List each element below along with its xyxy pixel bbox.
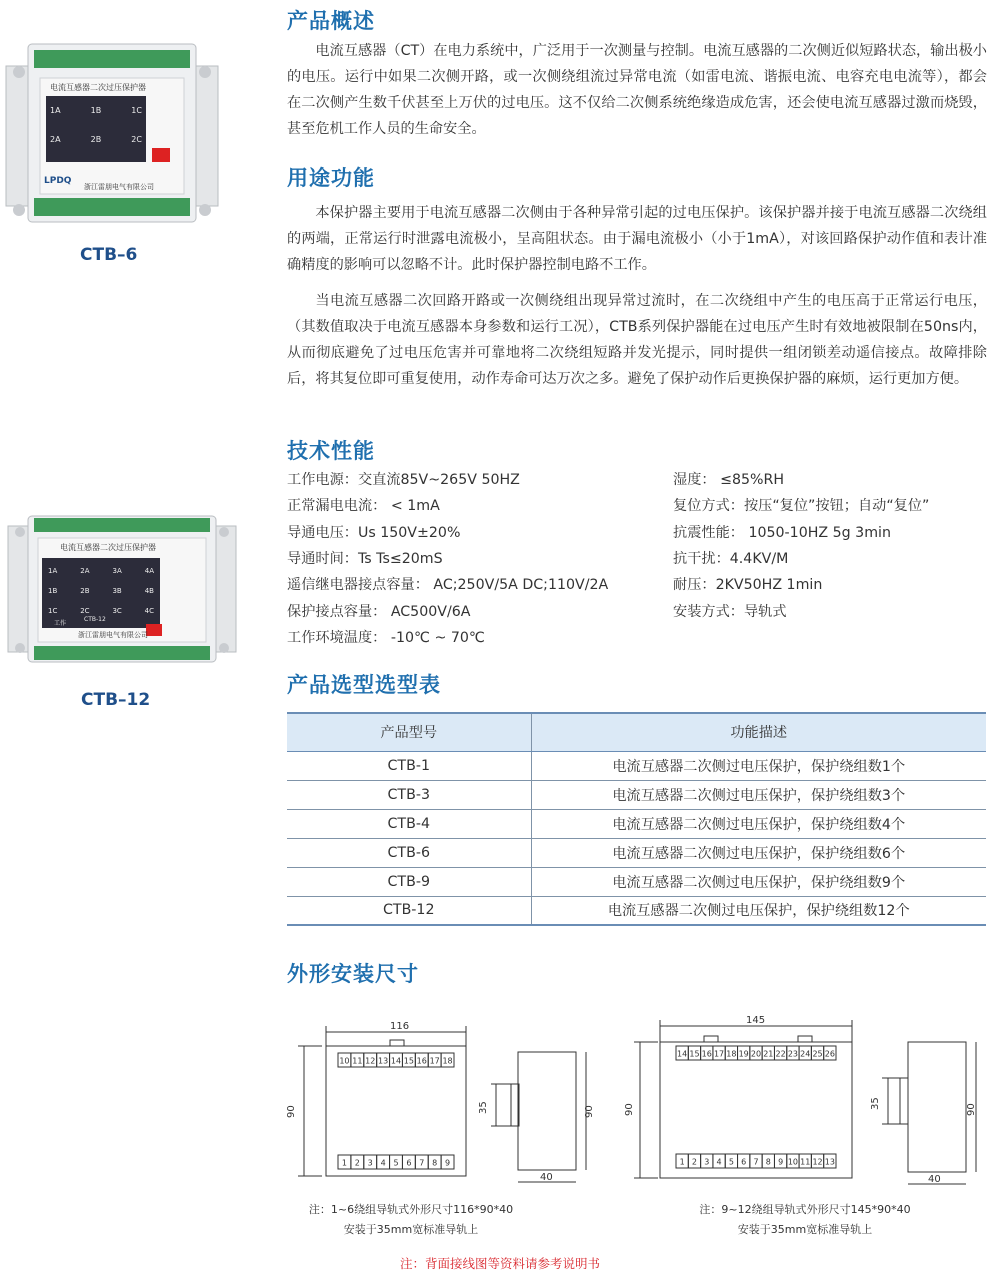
terminal-number: 5 (728, 1157, 734, 1167)
cell-model: CTB-4 (287, 809, 531, 838)
terminal-number: 14 (390, 1056, 402, 1066)
spec-withstand: 耐压：2KV50HZ 1min (673, 577, 823, 593)
terminal-number: 25 (812, 1049, 823, 1059)
terminal-number: 12 (365, 1056, 376, 1066)
table-row (287, 809, 986, 838)
terminal-number: 6 (406, 1158, 412, 1168)
terminal-number: 11 (352, 1056, 363, 1066)
d2-note-1: 注：9~12绕组导轨式外形尺寸145*90*40 (699, 1203, 911, 1216)
spec-interference: 抗干扰：4.4KV/M (673, 551, 789, 567)
dimension-drawing-2 (624, 1012, 986, 1188)
terminal-number: 11 (800, 1157, 811, 1167)
spec-leakage: 正常漏电电流： < 1mA (287, 498, 440, 514)
footer-note: 注：背面接线图等资料请参考说明书 (399, 1256, 600, 1271)
d1-note-2: 安装于35mm宽标准导轨上 (343, 1223, 479, 1236)
d1-bottom-terminals (338, 1155, 454, 1169)
ctb12-button-1a: 1A (48, 567, 58, 575)
ctb6-brand-logo: LPDQ (44, 176, 72, 186)
d1-height-label: 90 (286, 1105, 297, 1118)
product-image-ctb6 (6, 36, 218, 226)
overview-body: 电流互感器（CT）在电力系统中，广泛用于一次测量与控制。电流互感器的二次侧近似短路状态，输出极小的电压。运行中如果二次侧开路，或一次侧绕组流过异常电流（如雷电流、谐振电流、电容充电电流等），都会在二次侧产生数千伏甚至上万伏的过电压。这不仅给二次侧系统绝缘造成危害，还会使电流互感器过激而烧毁，甚至危机工作人员的生命安全。 (287, 43, 987, 137)
terminal-number: 7 (753, 1157, 759, 1167)
d2-bottom-terminals (676, 1154, 836, 1168)
d1-rail-label: 35 (478, 1101, 489, 1114)
terminal-number: 2 (354, 1158, 360, 1168)
ctb12-company: 浙江雷朋电气有限公司 (78, 631, 148, 639)
table-row (287, 867, 986, 896)
terminal-number: 15 (403, 1056, 414, 1066)
model-label-ctb6: CTB–6 (80, 245, 138, 265)
spec-mounting: 安装方式：导轨式 (673, 604, 787, 620)
d1-note-1: 注：1~6绕组导轨式外形尺寸116*90*40 (308, 1203, 514, 1216)
terminal-number: 16 (701, 1049, 712, 1059)
d1-depth-label: 40 (540, 1172, 553, 1183)
terminal-number: 8 (432, 1158, 438, 1168)
header-model: 产品型号 (287, 713, 531, 751)
spec-humidity: 湿度： ≤85%RH (673, 472, 785, 488)
ctb12-button-2a: 2A (80, 567, 90, 575)
ctb6-panel-title: 电流互感器二次过压保护器 (50, 83, 146, 92)
terminal-number: 4 (716, 1157, 722, 1167)
terminal-number: 5 (393, 1158, 399, 1168)
selection-table (287, 712, 986, 926)
ctb12-sub-label: CTB-12 (84, 616, 106, 623)
terminal-number: 17 (429, 1056, 440, 1066)
cell-function: 电流互感器二次侧过电压保护，保护绕组数9个 (531, 867, 986, 896)
terminal-number: 19 (738, 1049, 749, 1059)
cell-function: 电流互感器二次侧过电压保护，保护绕组数4个 (531, 809, 986, 838)
terminal-number: 23 (787, 1049, 799, 1059)
spec-relay-capacity: 遥信继电器接点容量： AC;250V/5A DC;110V/2A (287, 577, 609, 593)
cell-model: CTB-9 (287, 867, 531, 896)
terminal-number: 20 (750, 1049, 762, 1059)
spec-conduction-voltage: 导通电压：Us 150V±20% (287, 525, 461, 541)
terminal-number: 13 (378, 1056, 389, 1066)
tech-title: 技术性能 (287, 439, 375, 463)
terminal-number: 1 (341, 1158, 347, 1168)
terminal-number: 14 (677, 1049, 688, 1059)
terminal-number: 21 (763, 1049, 774, 1059)
ctb12-button-4a: 4A (144, 567, 154, 575)
spec-temperature: 工作环境温度： -10℃ ~ 70℃ (287, 630, 485, 646)
d1-width-label: 116 (390, 1021, 410, 1032)
spec-conduction-time: 导通时间：Ts Ts≤20mS (287, 551, 443, 567)
cell-model: CTB-6 (287, 838, 531, 867)
terminal-number: 7 (419, 1158, 425, 1168)
header-function: 功能描述 (531, 713, 986, 751)
ctb12-button-1c: 1C (48, 607, 58, 615)
cell-model: CTB-3 (287, 780, 531, 809)
terminal-number: 24 (800, 1049, 811, 1059)
terminal-number: 2 (691, 1157, 698, 1167)
terminal-number: 18 (442, 1056, 453, 1066)
d2-width-label: 145 (746, 1015, 766, 1026)
selection-title: 产品选型选型表 (287, 673, 441, 697)
table-row (287, 751, 986, 780)
terminal-number: 10 (787, 1157, 799, 1167)
ctb6-button-1b: 1B (90, 106, 102, 115)
d1-side-height-label: 90 (584, 1105, 595, 1118)
terminal-number: 9 (778, 1157, 784, 1167)
terminal-number: 6 (741, 1157, 747, 1167)
cell-function: 电流互感器二次侧过电压保护，保护绕组数1个 (531, 751, 986, 780)
terminal-number: 1 (679, 1157, 685, 1167)
ctb6-company: 浙江雷朋电气有限公司 (84, 183, 154, 191)
terminal-number: 3 (367, 1158, 373, 1168)
d1-top-terminals (338, 1053, 454, 1067)
d2-height-label: 90 (624, 1103, 635, 1116)
table-row (287, 896, 986, 925)
spec-power: 工作电源：交直流85V~265V 50HZ (287, 472, 520, 488)
dimensions-title: 外形安装尺寸 (287, 962, 419, 986)
terminal-number: 10 (339, 1056, 350, 1066)
spec-vibration: 抗震性能： 1050-10HZ 5g 3min (673, 525, 891, 541)
terminal-number: 16 (416, 1056, 427, 1066)
overview-title: 产品概述 (287, 9, 375, 33)
table-header-row (287, 713, 986, 751)
terminal-number: 8 (765, 1157, 771, 1167)
terminal-number: 4 (380, 1158, 386, 1168)
ctb12-button-2b: 2B (80, 587, 90, 595)
d2-top-terminals (676, 1046, 836, 1060)
terminal-number: 15 (689, 1049, 700, 1059)
ctb6-button-1c: 1C (131, 106, 142, 115)
usage-title: 用途功能 (287, 166, 375, 190)
terminal-number: 17 (713, 1049, 725, 1059)
ctb12-button-3a: 3A (112, 567, 122, 575)
cell-function: 电流互感器二次侧过电压保护，保护绕组数3个 (531, 780, 986, 809)
terminal-number: 12 (812, 1157, 823, 1167)
usage-paragraph-1: 本保护器主要用于电流互感器二次侧由于各种异常引起的过电压保护。该保护器并接于电流互感器二次绕组的两端，正常运行时泄露电流极小，呈高阻状态。由于漏电流极小（小于1mA），对该回路保护动作值和表计准确精度的影响可以忽略不计。此时保护器控制电路不工作。 (287, 205, 987, 273)
d2-rail-label: 35 (870, 1097, 881, 1110)
ctb6-button-2c: 2C (131, 135, 142, 144)
table-row (287, 838, 986, 867)
ctb12-button-2c: 2C (80, 607, 90, 615)
model-label-ctb12: CTB–12 (81, 690, 151, 710)
d2-side-height-label: 90 (966, 1103, 977, 1116)
spec-contact-capacity: 保护接点容量： AC500V/6A (287, 604, 471, 620)
ctb12-button-4b: 4B (144, 587, 154, 595)
ctb12-button-3c: 3C (112, 607, 122, 615)
product-image-ctb12 (8, 512, 236, 664)
cell-function: 电流互感器二次侧过电压保护，保护绕组数6个 (531, 838, 986, 867)
terminal-number: 26 (824, 1049, 835, 1059)
ctb12-buttons (48, 567, 154, 615)
cell-function: 电流互感器二次侧过电压保护，保护绕组数12个 (531, 896, 986, 925)
ctb6-button-2a: 2A (50, 135, 61, 144)
ctb6-buttons (50, 106, 142, 144)
usage-paragraph-2: 当电流互感器二次回路开路或一次侧绕组出现异常过流时，在二次绕组中产生的电压高于正常运行电压，（其数值取决于电流互感器本身参数和运行工况），CTB系列保护器能在过电压产生时有效地被限制在50ns内，从而彻底避免了过电压危害并可靠地将二次绕组短路并发光提示，同时提供一组闭锁差动遥信接点。故障排除后，将其复位即可重复使用，动作寿命可达万次之多。避免了保护动作后更换保护器的麻烦，运行更加方便。 (287, 293, 987, 387)
terminal-number: 3 (704, 1157, 710, 1167)
ctb12-work-label: 工作 (54, 620, 67, 627)
table-row (287, 780, 986, 809)
ctb12-button-4c: 4C (144, 607, 154, 615)
ctb6-button-1a: 1A (50, 106, 61, 115)
d2-note-2: 安装于35mm宽标准导轨上 (737, 1223, 873, 1236)
terminal-number: 22 (775, 1049, 786, 1059)
spec-reset-mode: 复位方式：按压“复位”按钮；自动“复位” (673, 498, 930, 514)
ctb12-panel-title: 电流互感器二次过压保护器 (60, 543, 156, 552)
ctb12-button-3b: 3B (112, 587, 122, 595)
terminal-number: 13 (824, 1157, 835, 1167)
ctb12-button-1b: 1B (48, 587, 58, 595)
d2-depth-label: 40 (928, 1174, 941, 1185)
terminal-number: 9 (445, 1158, 451, 1168)
cell-model: CTB-12 (287, 896, 531, 925)
ctb6-button-2b: 2B (90, 135, 102, 144)
terminal-number: 18 (726, 1049, 737, 1059)
cell-model: CTB-1 (287, 751, 531, 780)
dimension-drawing-1 (286, 1018, 596, 1188)
